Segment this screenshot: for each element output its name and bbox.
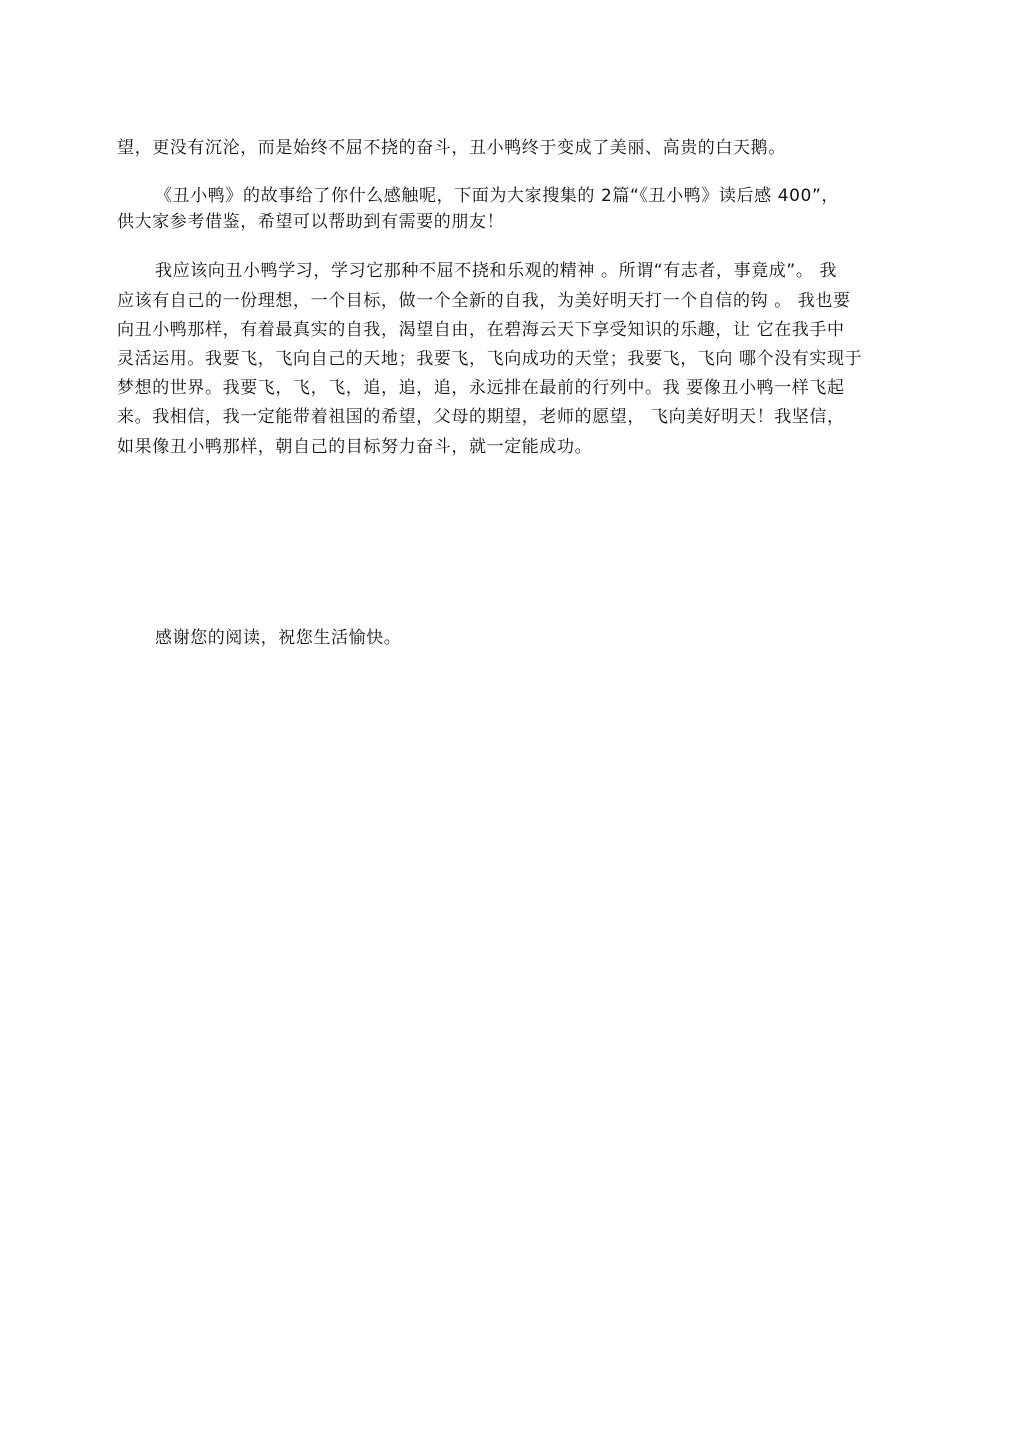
essay-paragraph-line-2: 应该有自己的一份理想，一个目标，做一个全新的自我，为美好明天打一个自信的钩 。 我也要 [117,291,851,311]
intro-paragraph-line-1: 《丑小鸭》的故事给了你什么感触呢，下面为大家搜集的 2篇“《丑小鸭》读后感 400”， [155,186,839,206]
continuation-line: 望，更没有沉沦，而是始终不屈不挠的奋斗，丑小鸭终于变成了美丽、高贵的白天鹅。 [117,138,786,158]
intro-paragraph-line-2: 供大家参考借鉴，希望可以帮助到有需要的朋友！ [117,212,505,232]
essay-paragraph-line-6: 来。我相信，我一定能带着祖国的希望，父母的期望，老师的愿望， 飞向美好明天！我坚信， [117,407,845,427]
essay-paragraph-line-1: 我应该向丑小鸭学习，学习它那种不屈不挠和乐观的精神 。所谓“有志者，事竟成”。 我 [155,261,838,281]
closing-line: 感谢您的阅读，祝您生活愉快。 [155,628,402,648]
essay-paragraph-line-5: 梦想的世界。我要飞，飞，飞，追，追，追，永远排在最前的行列中。我 要像丑小鸭一样飞起 [117,378,845,398]
essay-paragraph-line-3: 向丑小鸭那样，有着最真实的自我，渴望自由，在碧海云天下享受知识的乐趣，让 它在我手中 [117,320,845,340]
essay-paragraph-line-7: 如果像丑小鸭那样，朝自己的目标努力奋斗，就一定能成功。 [117,437,593,457]
essay-paragraph-line-4: 灵活运用。我要飞，飞向自己的天地；我要飞，飞向成功的天堂；我要飞，飞向 哪个没有实现于 [117,349,863,369]
